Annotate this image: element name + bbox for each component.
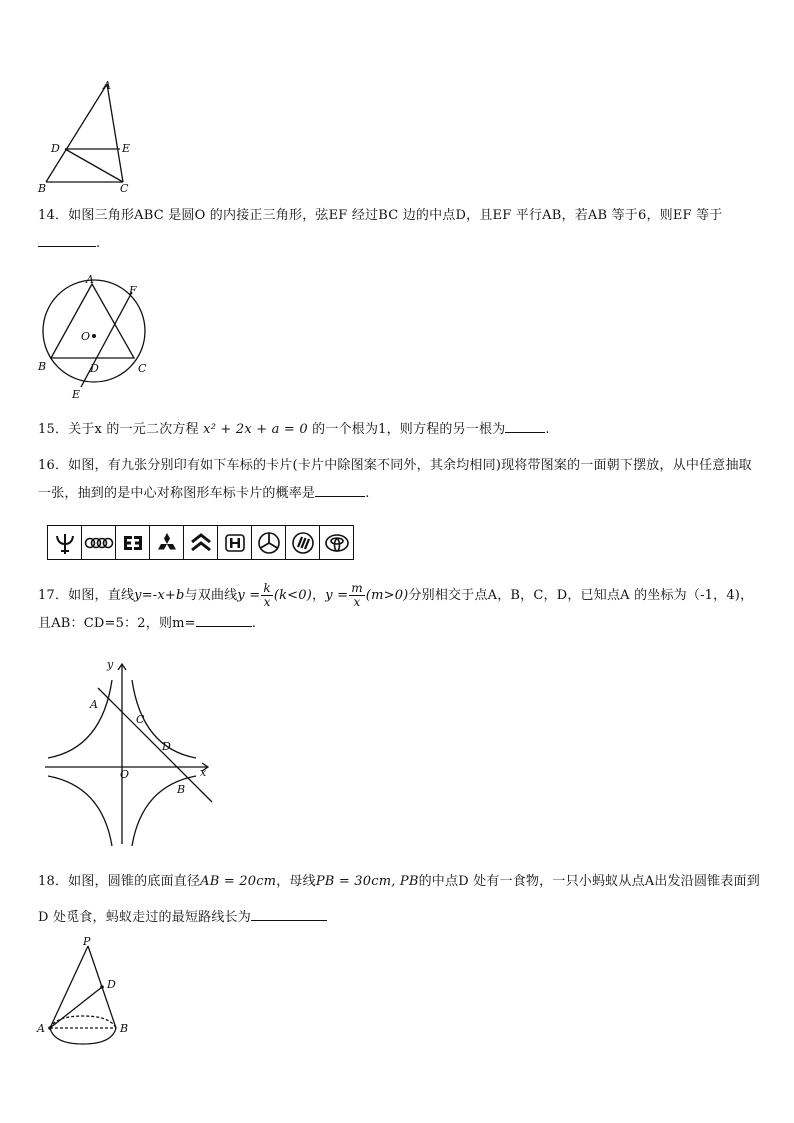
label-b: B — [120, 1022, 129, 1035]
label-a: A — [103, 79, 111, 92]
fraction-m-over-x: $\frac{m}{x}$ — [351, 581, 363, 609]
question-14-text: 14．如图三角形ABC 是圆O 的内接正三角形，弦EF 经过BC 边的中点D，且EF 平行AB，若AB 等于6，则EF 等于 — [38, 208, 723, 223]
label-o: O — [81, 330, 91, 343]
three-diamonds-logo-icon — [154, 530, 180, 556]
question-18: 18．如图，圆锥的底面直径AB = 20cm，母线PB = 30cm, PB的中点D 处有一食物，一只小蚂蚁从点A出发沿圆锥表面到D 处觅食，蚂蚁走过的最短路线长为 — [38, 874, 760, 925]
label-d: D — [107, 978, 116, 991]
figure-hyperbola — [40, 656, 220, 851]
question-15: 15．关于x 的一元二次方程 x² + 2x + a = 0 的一个根为1，则方程的另一根为 . — [38, 416, 760, 444]
answer-blank-16[interactable] — [315, 482, 365, 497]
double-chevron-logo-card — [184, 526, 218, 559]
three-diamonds-logo-card — [150, 526, 184, 559]
label-f: F — [129, 284, 137, 297]
label-a: A — [86, 273, 94, 286]
shield-logo-icon — [290, 530, 316, 556]
label-c: C — [120, 182, 129, 195]
trident-logo-icon — [52, 530, 78, 556]
label-o: O — [120, 768, 130, 781]
label-y: y — [107, 658, 114, 671]
question-16: 16．如图，有九张分别印有如下车标的卡片(卡片中除图案不同外，其余均相同)现将带图案的一面朝下摆放，从中任意抽取一张，抽到的是中心对称图形车标卡片的概率是 . — [38, 458, 752, 501]
answer-blank-14[interactable] — [38, 232, 96, 247]
ee-logo-card — [116, 526, 150, 559]
label-d: D — [162, 740, 171, 753]
question-16-text: 16．如图，有九张分别印有如下车标的卡片(卡片中除图案不同外，其余均相同)现将带图案的一面朝下摆放，从中任意抽取一张，抽到的是中心对称图形车标卡片的概率是 — [38, 458, 752, 501]
ellipse-logo-icon — [323, 530, 351, 556]
label-x: x — [200, 766, 207, 779]
ee-logo-icon — [120, 530, 146, 556]
label-c: C — [138, 362, 147, 375]
label-b: B — [38, 360, 47, 373]
h-logo-card — [218, 526, 252, 559]
trident-logo-card — [48, 526, 82, 559]
answer-blank-17[interactable] — [196, 612, 252, 627]
slant-height-expression: PB = 30cm, PB — [315, 874, 419, 889]
ellipse-logo-card — [320, 526, 353, 559]
four-rings-logo-icon — [84, 530, 114, 556]
figure-triangle-de — [36, 78, 136, 196]
figure-circle-triangle — [34, 270, 154, 402]
fraction-k-over-x: $\frac{k}{x}$ — [263, 581, 271, 609]
four-rings-logo-card — [82, 526, 116, 559]
three-pointed-star-logo-icon — [256, 530, 282, 556]
diameter-expression: AB = 20cm — [200, 874, 277, 889]
line-equation: y=-x+b — [134, 588, 185, 603]
question-17: 17．如图，直线y=-x+b与双曲线y = $\frac{k}{x}$ (k<0)，y = $\frac{m}{x}$ (m>0)分别相交于点A，B，C，D，已知点A 的坐标为（-1，4)，且AB：CD=5：2，则m= . — [38, 581, 754, 631]
label-e: E — [122, 142, 131, 155]
label-b: B — [177, 783, 186, 796]
answer-blank-18[interactable] — [251, 906, 327, 921]
figure-cone — [34, 932, 144, 1050]
label-e: E — [72, 388, 81, 401]
equation: x² + 2x + a = 0 — [203, 422, 308, 437]
label-c: C — [136, 713, 145, 726]
label-b: B — [38, 182, 47, 195]
shield-logo-card — [286, 526, 320, 559]
question-14: 14．如图三角形ABC 是圆O 的内接正三角形，弦EF 经过BC 边的中点D，且EF 平行AB，若AB 等于6，则EF 等于. — [38, 208, 723, 251]
answer-blank-15[interactable] — [505, 418, 545, 433]
car-logo-cards — [47, 525, 354, 560]
double-chevron-logo-icon — [188, 530, 214, 556]
label-p: P — [83, 935, 91, 948]
label-a: A — [37, 1022, 45, 1035]
three-pointed-star-logo-card — [252, 526, 286, 559]
label-d: D — [90, 362, 99, 375]
label-d: D — [51, 142, 60, 155]
h-logo-icon — [222, 530, 248, 556]
label-a: A — [90, 698, 98, 711]
